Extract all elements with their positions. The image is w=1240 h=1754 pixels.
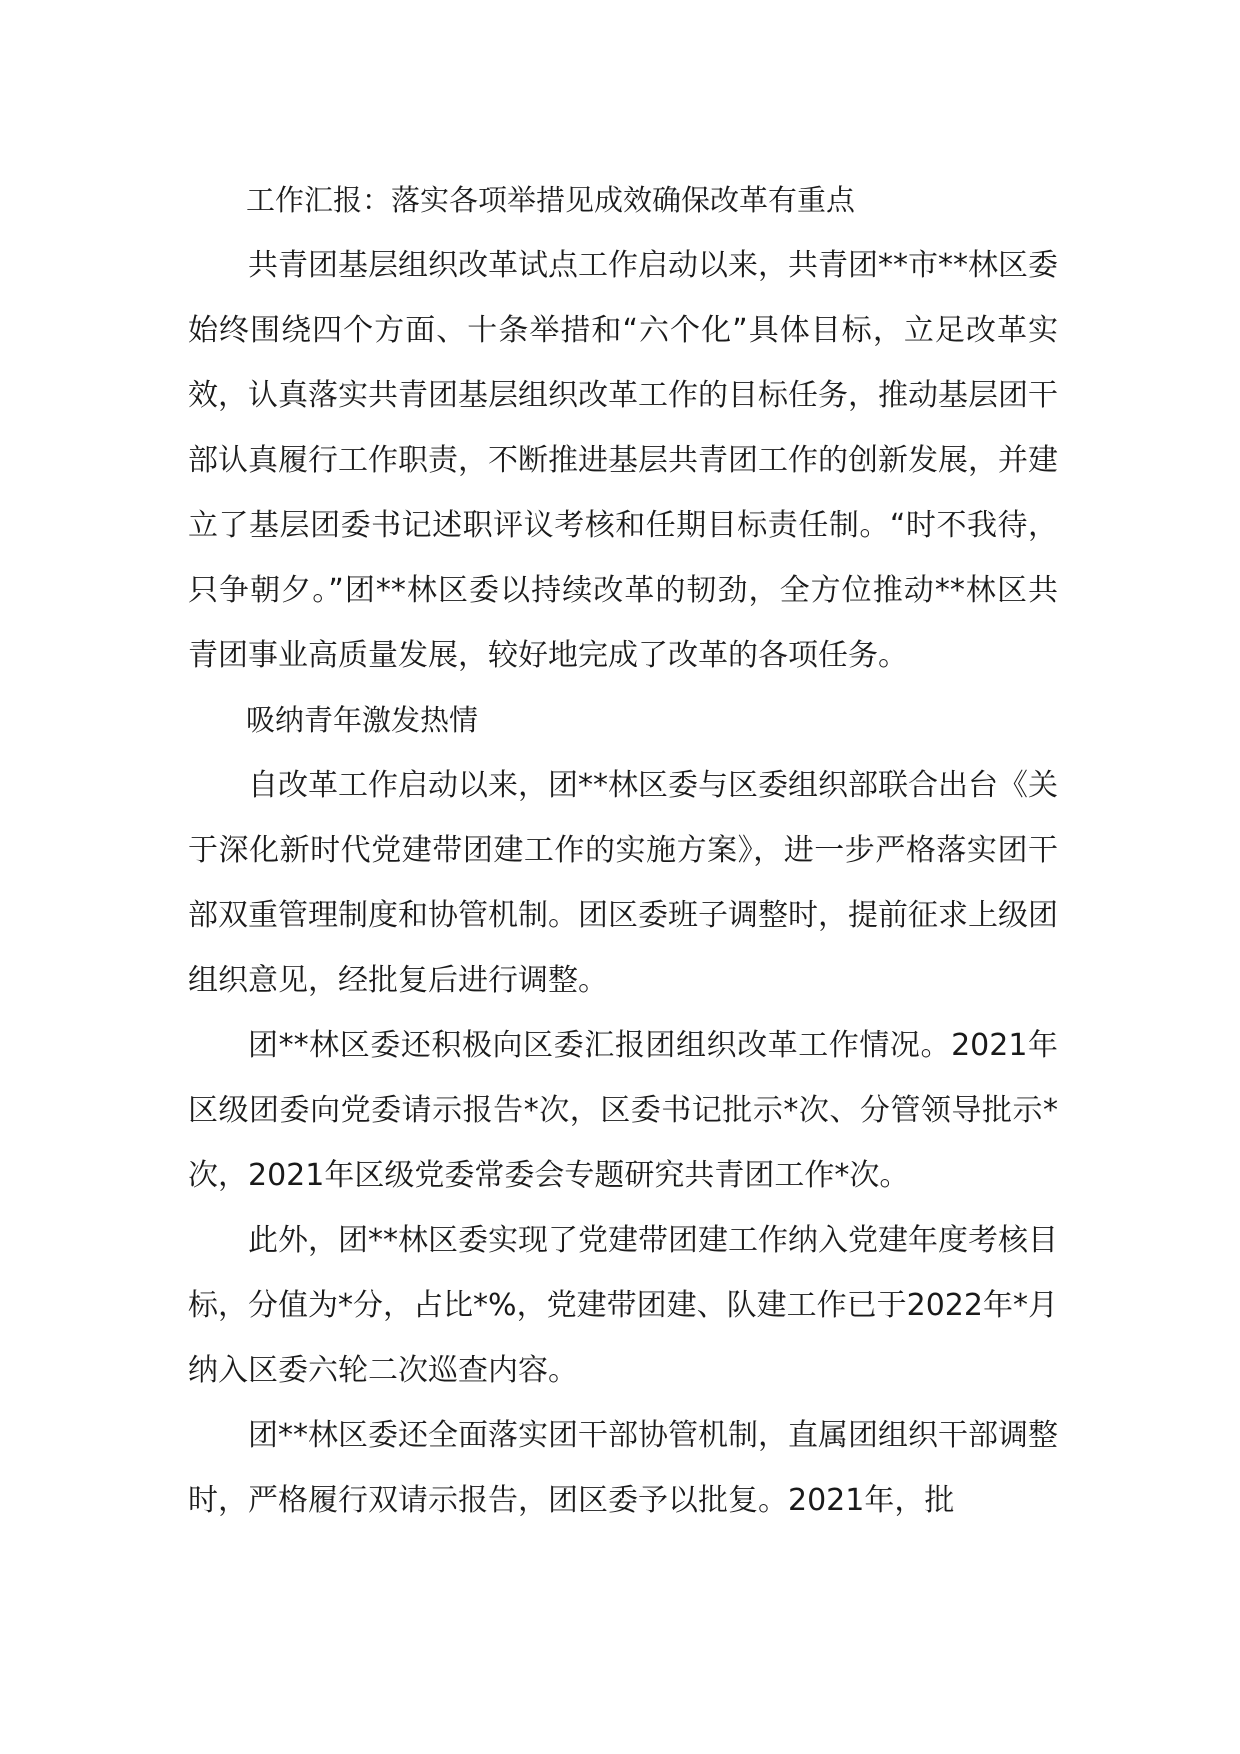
body-paragraph: 团**林区委还全面落实团干部协管机制，直属团组织干部调整时，严格履行双请示报告，团区委予以批复。2021年，批 [188, 1418, 1058, 1518]
body-paragraph: 此外，团**林区委实现了党建带团建工作纳入党建年度考核目标，分值为*分，占比*%，党建带团建、队建工作已于2022年*月纳入区委六轮二次巡查内容。 [188, 1223, 1058, 1388]
document-title: 工作汇报：落实各项举措见成效确保改革有重点 [246, 183, 856, 217]
body-paragraph: 自改革工作启动以来，团**林区委与区委组织部联合出台《关于深化新时代党建带团建工作的实施方案》，进一步严格落实团干部双重管理制度和协管机制。团区委班子调整时，提前征求上级团组织意见，经批复后进行调整。 [188, 768, 1058, 998]
document-body [188, 168, 1058, 1533]
body-paragraph: 团**林区委还积极向区委汇报团组织改革工作情况。2021年区级团委向党委请示报告*次，区委书记批示*次、分管领导批示*次，2021年区级党委常委会专题研究共青团工作*次。 [188, 1028, 1058, 1193]
section-heading: 吸纳青年激发热情 [246, 703, 479, 737]
intro-paragraph: 共青团基层组织改革试点工作启动以来，共青团**市**林区委始终围绕四个方面、十条举措和“六个化”具体目标，立足改革实效，认真落实共青团基层组织改革工作的目标任务，推动基层团干部认真履行工作职责，不断推进基层共青团工作的创新发展，并建立了基层团委书记述职评议考核和任期目标责任制。“时不我待，只争朝夕。”团**林区委以持续改革的韧劲，全方位推动**林区共青团事业高质量发展，较好地完成了改革的各项任务。 [188, 248, 1058, 673]
